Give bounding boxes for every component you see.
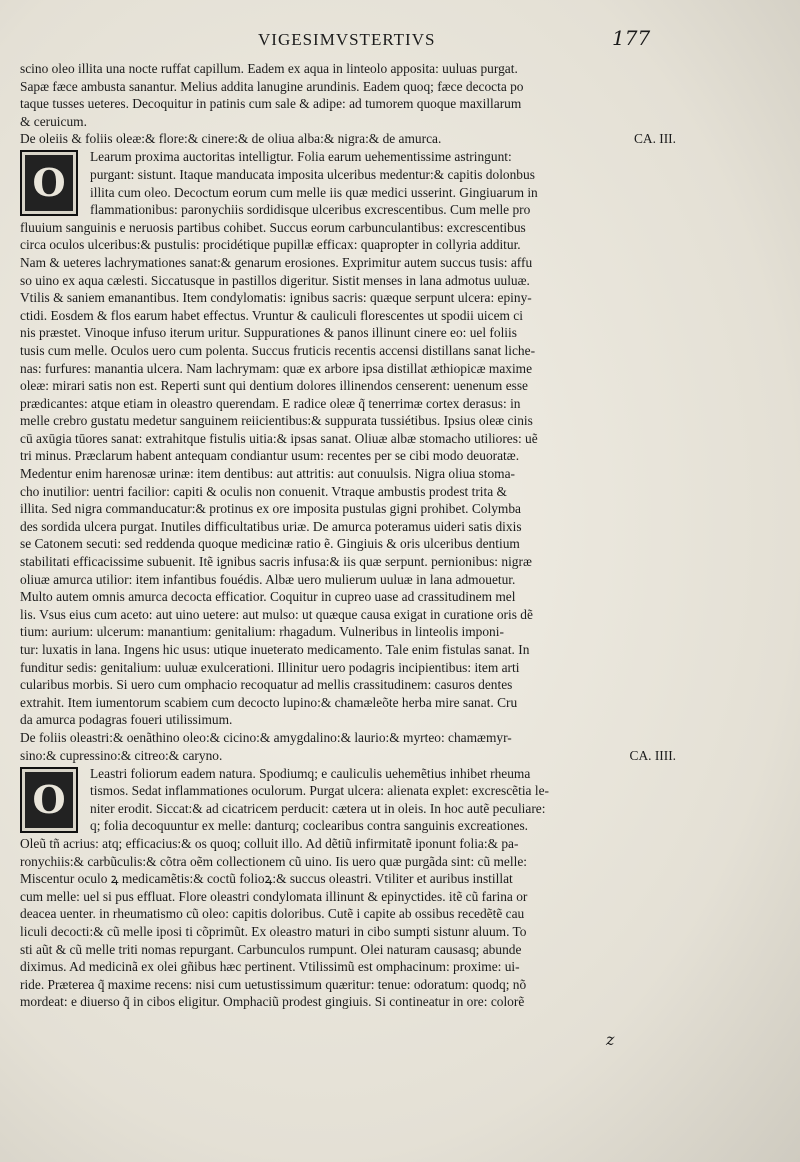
text-line: taque tusses ueteres. Decoquitur in patinis cum sale & adipe: ad tumorem quoque maxillarum	[20, 96, 522, 112]
text-line: nis præstet. Vinoque infuso iterum uritur. Suppurationes & panos illinunt cinere eo: uel foliis	[20, 325, 517, 341]
text-line: ronychiis:& carbũculis:& cõtra oẽm collectionem cũ uino. Iis uero quæ purgãda sint: cũ melle:	[20, 853, 527, 869]
text-line: Leastri foliorum eadem natura. Spodiumq; e cauliculis uehemẽtius inhibet rheuma	[90, 765, 531, 781]
folio-number: 177	[612, 26, 651, 50]
chapter-4-rubric	[20, 747, 676, 765]
text-line: ctidi. Eosdem & flos earum habet effectus. Vruntur & cauliculi florescentes ut spodii uicem ci	[20, 307, 523, 323]
text-line: cularibus morbis. Si uero cum omphacio recoquatur ad mellis crassitudinem: casuros dentes	[20, 677, 513, 693]
text-line: mordeat: e diuerso q̃ in cibos eligitur. Omphaciũ prodest gingiuis. Si contineatur in ore: colorẽ	[20, 994, 525, 1010]
decorated-initial-o	[20, 767, 78, 833]
chapter-3-number: CA. III.	[633, 131, 676, 147]
text-line: Medentur enim harenosæ urinæ: item dentibus: aut attritis: aut conuulsis. Nigra oliua stoma-	[20, 466, 515, 482]
text-line: deacea uenter. in rheumatismo cũ oleo: capitis doloribus. Cutẽ i capite ab ossibus recedẽtẽ cau	[20, 906, 525, 922]
text-line: illita. Sed nigra commanducatur:& protinus ex ore imposita pustulas gigni prohibet. Colymba	[20, 501, 521, 517]
text-line: cho inutilior: uentri facilior: capiti & oculis non conuenit. Vtraque ambustis prodest trita &	[20, 483, 507, 499]
body-text	[20, 60, 676, 1011]
text-line: Learum proxima auctoritas intelligtur. Folia earum uehementissime astringunt:	[90, 149, 512, 165]
text-line: sti aũt & cũ melle triti nomas repurgant. Carbunculos rumpunt. Olei naturam causasq; abunde	[20, 941, 522, 957]
text-line: Vtilis & saniem emanantibus. Item condylomatis: ignibus sacris: quæque serpunt ulcera: epiny-	[20, 290, 532, 306]
text-line: lis. Vsus eius cum aceto: aut uino uetere: aut mulso: ut quæque causa exigat in curatione oris dẽ	[20, 606, 533, 622]
text-line: Sapæ fæce ambusta sanantur. Melius addita lanugine arundinis. Eadem quoq; fæce decocta po	[20, 78, 524, 94]
text-line: prædicantes: atque etiam in oleastro querendam. E radice oleæ q̃ tenerrimæ cortex derasus: in	[20, 395, 521, 411]
text-line: des sordida ulcera purgat. Inutiles difficultatibus uriæ. De amurca poteramus uideri satis dixis	[20, 518, 522, 534]
text-line: liculi decocti:& cũ melle iposi ti cõprimũt. Ex oleastro maturi in cibo sumpti sistunr aluum. To	[20, 923, 527, 939]
signature-mark: z	[606, 1030, 615, 1049]
running-title: VIGESIMVSTERTIVS	[258, 30, 436, 49]
text-line: oliuæ amurca utilior: item infantibus fouédis. Albæ uero mulierum uuluæ in lana admouetur.	[20, 571, 516, 587]
chapter-4	[20, 765, 676, 1011]
text-line: tur: luxatis in lana. Ingens hic usus: utique inueterato medicamento. Tale enim fistulas sanat. In	[20, 642, 530, 657]
chapter-3-heading: De oleiis & foliis oleæ:& flore:& cinere:& de oliua alba:& nigra:& de amurca.	[20, 131, 442, 147]
chapter-3-rubric	[20, 130, 676, 148]
text-line: niter erodit. Siccat:& ad cicatricem perducit: cætera ut in oleis. In hoc autẽ peculiare:	[90, 800, 546, 816]
text-line: fluuium sanguinis e neruosis partibus cohibet. Succus eorum carbunculantibus: excrescentibus	[20, 219, 526, 235]
text-line: stabilitati efficacissime subuenit. Itẽ ignibus sacris infusa:& iis quæ serpunt. pernionibus: nigræ	[20, 554, 532, 570]
text-line: Oleũ tñ acrius: atq; efficacius:& os quoq; colluit illo. Ad dẽtiũ infirmitatẽ iponunt folia:& pa-	[20, 835, 519, 851]
text-line: & ceruicum.	[20, 113, 87, 129]
text-line: Nam & ueteres lachrymationes sanat:& genarum erosiones. Exprimitur autem succus tusis: affu	[20, 254, 533, 270]
text-line: tusis cum melle. Oculos uero cum polenta. Succus fruticis recentis accensi distillans sanat liche-	[20, 342, 536, 358]
text-line: circa oculos ulceribus:& pustulis: procidétique pupillæ efficax: quapropter in collyria additur.	[20, 237, 521, 253]
text-line: ride. Præterea q̃ maxime recens: nisi cum uetustissimum quæritur: tenue: odoratum: quodq; nõ	[20, 976, 527, 992]
text-line: tismos. Sedat inflammationes oculorum. Purgat ulcera: alienata explet: excrescẽtia le-	[90, 783, 549, 799]
text-line: se Catonem secuti: sed reddenda quoque medicinæ ratio ẽ. Gingiuis & oris ulceribus dentium	[20, 536, 520, 552]
initial-letter: O	[32, 160, 66, 206]
initial-letter: O	[32, 776, 66, 822]
chapter-4-number: CA. IIII.	[629, 747, 676, 763]
page-header	[0, 26, 800, 56]
text-line: da amurca podagras foueri utilissimum.	[20, 712, 233, 728]
text-line: tri minus. Præclarum habent antequam condiantur usum: recentes per se cibi modo deuoratæ.	[20, 448, 520, 464]
text-line: melle crebro gustatu medetur sanguinem reiicientibus:& suppurata tussiétibus. Ipsius oleæ cinis	[20, 413, 533, 429]
text-line: scino oleo illita una nocte ruffat capillum. Eadem ex aqua in linteolo apposita: uuluas purgat.	[20, 61, 518, 76]
chapter-3	[20, 148, 676, 729]
text-line: Miscentur oculo ꝝ medicamẽtis:& coctũ folioꝝ:& succus oleastri. Vtiliter et auribus instillat	[20, 871, 513, 887]
text-line: tium: aurium: ulcerum: manantium: genitalium: rhagadum. Vulneribus in linteolis imponi-	[20, 624, 504, 640]
text-line: Multo autem omnis amurca decocta efficatior. Coquitur in cupreo uase ad crassitudinem mel	[20, 589, 516, 605]
decorated-initial-o	[20, 150, 78, 216]
text-line: flammationibus: paronychiis sordidisque ulceribus excrescentibus. Cum melle pro	[90, 202, 531, 218]
text-line: extrahit. Item iumentorum scabiem cum decocto lupino:& chamæleõte herba mire sanat. Cru	[20, 694, 518, 710]
text-line: nas: furfures: manantia ulcera. Nam lachrymam: quæ ex arbore ipsa distillat æthiopicæ maxime	[20, 360, 533, 376]
text-line: illita cum oleo. Decoctum eorum cum melle iis quæ medici usserint. Gingiuarum in	[90, 184, 538, 200]
text-line: funditur sedis: genitalium: uuluæ exulcerationi. Illinitur uero podagris incipientibus: item arti	[20, 659, 520, 675]
paragraph-block1	[20, 60, 676, 130]
text-line: diximus. Ad medicinã ex olei gñibus hæc pertinent. Vtilissimũ est omphacinum: proxime: ui-	[20, 959, 520, 975]
text-line: cum melle: uel si pus effluat. Flore oleastri condylomata illinunt & epinyctides. itẽ cũ farina or	[20, 888, 528, 904]
text-line: so uino ex aqua cælesti. Siccatusque in pastillos digeritur. Sistit menses in lana admotus uuluæ.	[20, 272, 530, 288]
chapter-4-rubric-line1: De foliis oleastri:& oenãthino oleo:& cicino:& amygdalino:& laurio:& myrteo: chamæmyr-	[20, 729, 512, 745]
text-line: cū axūgia tūores sanat: extrahitque fistulis uitia:& ipsas sanat. Oliuæ albæ stomacho utiliores: uẽ	[20, 430, 538, 446]
text-line: oleæ: mirari satis non est. Reperti sunt qui dentium dolores illinendos censerent: uenenum esse	[20, 378, 529, 394]
text-line: q; folia decoquuntur ex melle: danturq; coclearibus contra sanguinis excreationes.	[90, 818, 529, 834]
text-line: purgant: sistunt. Itaque manducata imposita ulceribus medentur:& capitis dolonbus	[90, 166, 535, 182]
chapter-4-heading: sino:& cupressino:& citreo:& caryno.	[20, 747, 223, 763]
